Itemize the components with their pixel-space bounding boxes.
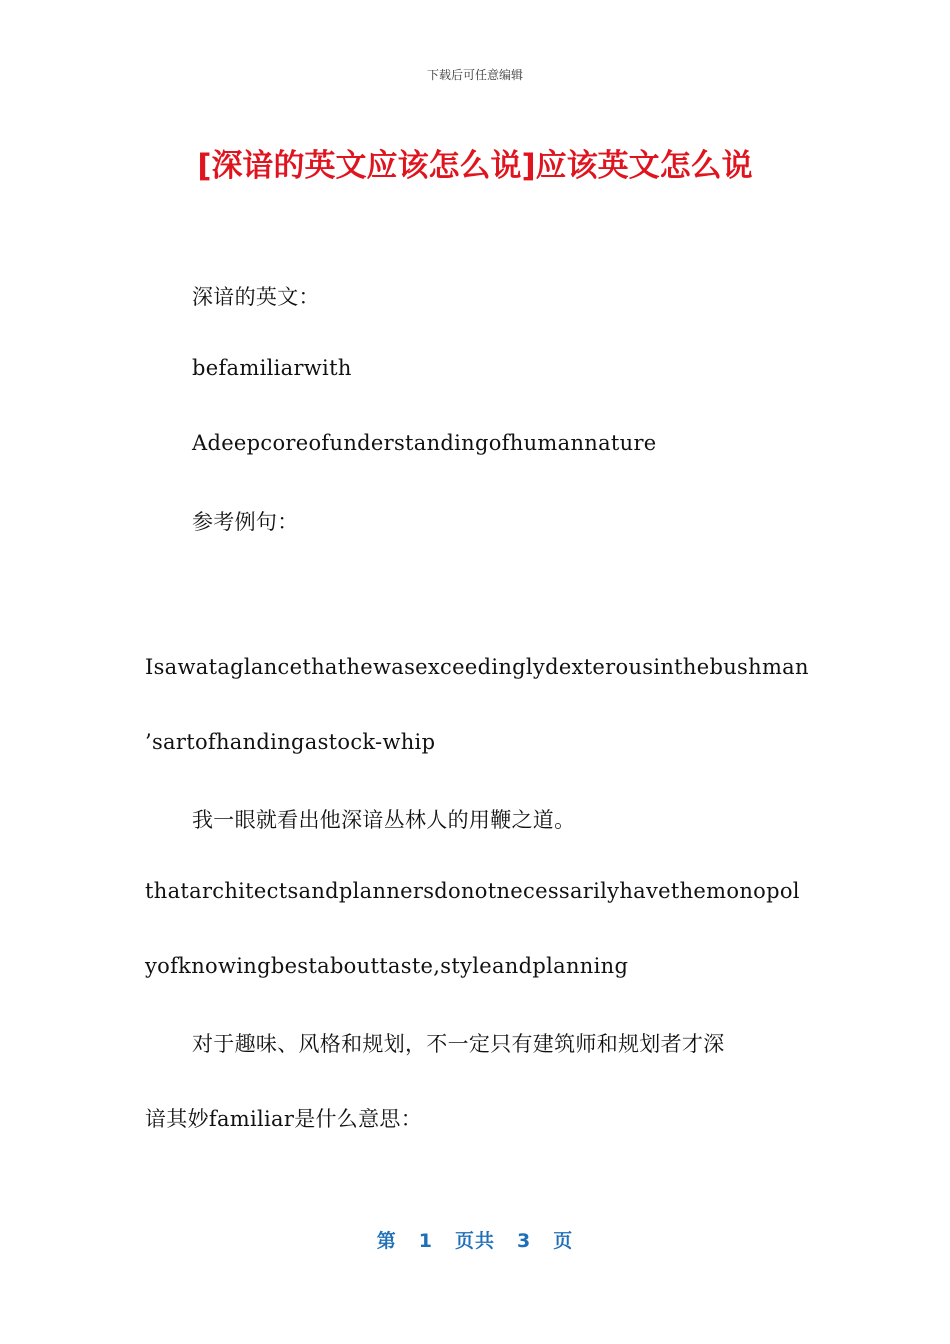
- document-title: [深谙的英文应该怎么说]应该英文怎么说: [197, 148, 753, 184]
- body-line-phrase: befamiliarwith: [192, 356, 352, 380]
- body-line-translation: 对于趣味、风格和规划，不一定只有建筑师和规划者才深: [192, 1032, 725, 1056]
- body-line-heading: 深谙的英文：: [192, 285, 320, 309]
- current-page-number: 1: [418, 1230, 433, 1252]
- body-line-example: yofknowingbestabouttaste,styleandplanning: [145, 954, 629, 978]
- header-note: 下载后可任意编辑: [426, 68, 523, 82]
- footer-prefix: 第: [376, 1230, 397, 1252]
- body-line-example: thatarchitectsandplannersdonotnecessarilyhavethemonopol: [145, 879, 800, 903]
- body-line-translation: 谙其妙familiar是什么意思：: [145, 1107, 423, 1131]
- body-line-example: ’sartofhandingastock-whip: [145, 730, 436, 754]
- body-line-phrase: Adeepcoreofunderstandingofhumannature: [192, 431, 657, 455]
- total-pages-number: 3: [517, 1230, 532, 1252]
- body-line-heading: 参考例句：: [192, 510, 299, 534]
- body-line-example: Isawataglancethathewasexceedinglydexterousinthebushman: [145, 655, 809, 679]
- page-footer: [0, 1226, 950, 1253]
- footer-suffix: 页: [553, 1230, 574, 1252]
- body-line-translation: 我一眼就看出他深谙丛林人的用鞭之道。: [192, 808, 576, 832]
- footer-mid: 页共: [454, 1230, 495, 1252]
